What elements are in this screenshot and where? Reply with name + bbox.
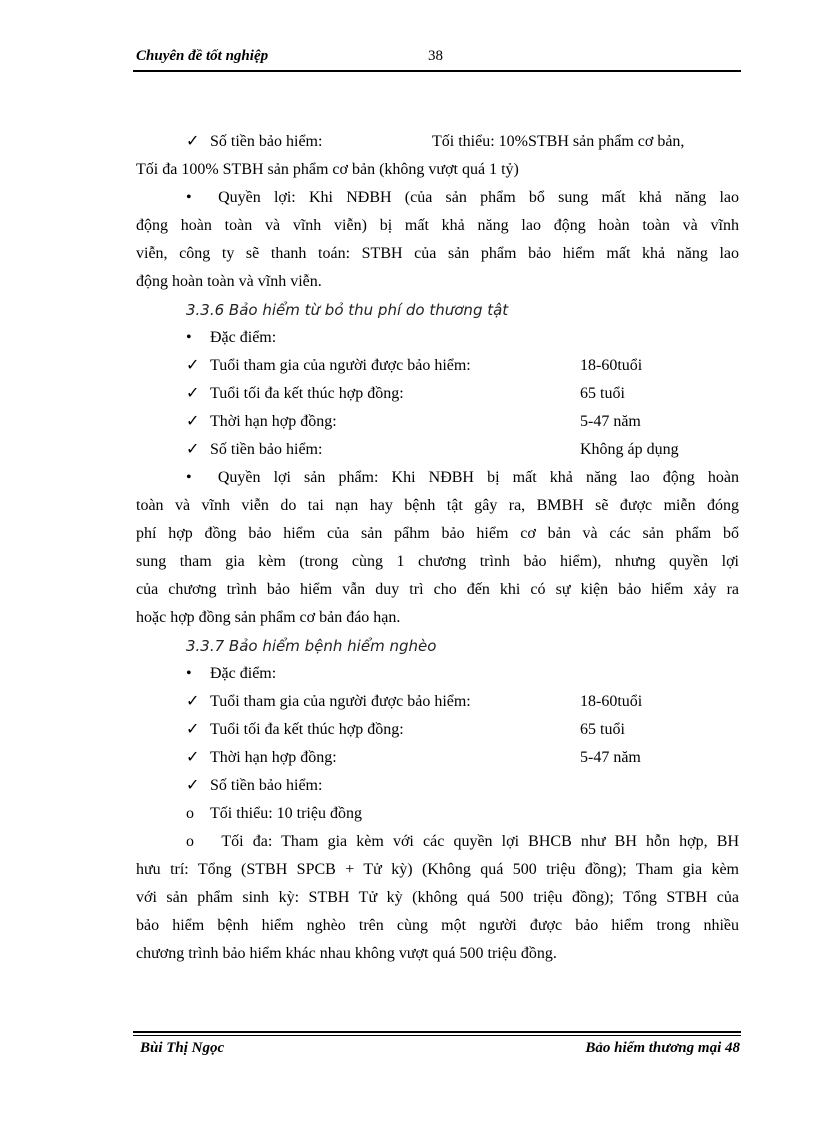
footer-department: Bảo hiểm thương mại 48	[585, 1040, 740, 1056]
check-mark-icon: ✓	[186, 413, 200, 430]
header-rule	[133, 70, 741, 72]
page-number: 38	[428, 48, 443, 64]
hollow-circle-icon: o	[186, 805, 194, 822]
s6-row-max-age: ✓ Tuổi tối đa kết thúc hợp đồng: 65 tuổi	[136, 380, 739, 408]
check-mark-icon: ✓	[186, 133, 200, 150]
check-mark-icon: ✓	[186, 777, 200, 794]
bullet-dot-icon: •	[186, 469, 218, 486]
footer-rule-thin	[133, 1035, 741, 1036]
s6-row-sum: ✓ Số tiền bảo hiểm: Không áp dụng	[136, 436, 739, 464]
s7-max-line-1: o Tối đa: Tham gia kèm với các quyền lợi BHCB như BH hỗn hợp, BH	[186, 833, 739, 850]
s6-para-line-2: toàn và vĩnh viễn do tai nạn hay bệnh tật gây ra, BMBH sẽ được miễn đóng	[136, 497, 739, 514]
benefit-para-line-3: viễn, công ty sẽ thanh toán: STBH của sản phẩm bảo hiểm mất khả năng lao	[136, 245, 739, 262]
section-heading-336: 3.3.6 Bảo hiểm từ bỏ thu phí do thương tật	[186, 301, 509, 319]
check-mark-icon: ✓	[186, 385, 200, 402]
s7-row-term: ✓ Thời hạn hợp đồng: 5-47 năm	[136, 744, 739, 772]
check-mark-icon: ✓	[186, 693, 200, 710]
footer-author: Bùi Thị Ngọc	[140, 1040, 225, 1056]
s7-max-line-4: bảo hiểm bệnh hiểm nghèo trên cùng một người được bảo hiểm trong nhiều	[136, 917, 739, 934]
s7-min: o Tối thiểu: 10 triệu đồng	[136, 800, 739, 828]
hollow-circle-icon: o	[186, 833, 222, 850]
check-mark-icon: ✓	[186, 749, 200, 766]
check-mark-icon: ✓	[186, 357, 200, 374]
check-mark-icon: ✓	[186, 721, 200, 738]
benefit-para-line-2: động hoàn toàn và vĩnh viễn) bị mất khả năng lao động hoàn toàn và vĩnh	[136, 217, 739, 234]
s6-row-age: ✓ Tuổi tham gia của người được bảo hiểm: 18-60tuổi	[136, 352, 739, 380]
section-heading-337: 3.3.7 Bảo hiểm bệnh hiểm nghèo	[186, 637, 437, 655]
s6-para-line-5: của chương trình bảo hiểm vẫn duy trì cho đến khi có sự kiện bảo hiểm xảy ra	[136, 581, 739, 598]
s7-features: • Đặc điểm:	[136, 660, 739, 688]
sum-insured-line	[136, 128, 739, 156]
bullet-dot-icon: •	[186, 329, 192, 346]
s7-row-age: ✓ Tuổi tham gia của người được bảo hiểm: 18-60tuổi	[136, 688, 739, 716]
benefit-para-line-4: động hoàn toàn và vĩnh viễn.	[136, 273, 322, 290]
check-mark-icon: ✓	[186, 441, 200, 458]
s7-row-sum: ✓ Số tiền bảo hiểm:	[136, 772, 739, 800]
s6-para-line-4: sung tham gia kèm (trong cùng 1 chương trình bảo hiểm), nhưng quyền lợi	[136, 553, 739, 570]
benefit-para-line-1: • Quyền lợi: Khi NĐBH (của sản phẩm bổ sung mất khả năng lao	[186, 189, 739, 206]
sum-insured-label: Số tiền bảo hiểm:	[210, 133, 323, 150]
s6-para-line-1: • Quyền lợi sản phẩm: Khi NĐBH bị mất khả năng lao động hoàn	[186, 469, 739, 486]
running-header-title: Chuyên đề tốt nghiệp	[136, 48, 269, 64]
s6-para-line-6: hoặc hợp đồng sản phẩm cơ bản đáo hạn.	[136, 609, 401, 626]
s6-features: • Đặc điểm:	[136, 324, 739, 352]
s7-max-line-3: với sản phẩm sinh kỳ: STBH Tử kỳ (không quá 500 triệu đồng); Tổng STBH của	[136, 889, 739, 906]
bullet-dot-icon: •	[186, 665, 192, 682]
s7-max-line-5: chương trình bảo hiểm khác nhau không vượt quá 500 triệu đồng.	[136, 945, 557, 962]
bullet-dot-icon: •	[186, 189, 219, 206]
footer-rule-thick	[133, 1031, 741, 1033]
page-body	[136, 128, 739, 968]
s7-max-line-2: hưu trí: Tổng (STBH SPCB + Tử kỳ) (Không quá 500 triệu đồng); Tham gia kèm	[136, 861, 739, 878]
s7-row-max-age: ✓ Tuổi tối đa kết thúc hợp đồng: 65 tuổi	[136, 716, 739, 744]
s6-row-term: ✓ Thời hạn hợp đồng: 5-47 năm	[136, 408, 739, 436]
sum-insured-min: Tối thiểu: 10%STBH sản phẩm cơ bản,	[432, 133, 685, 150]
sum-insured-cont: Tối đa 100% STBH sản phẩm cơ bản (không vượt quá 1 tỷ)	[136, 161, 519, 178]
s6-para-line-3: phí hợp đồng bảo hiểm của sản pẩhm bảo hiểm cơ bản và các sản phẩm bổ	[136, 525, 739, 542]
